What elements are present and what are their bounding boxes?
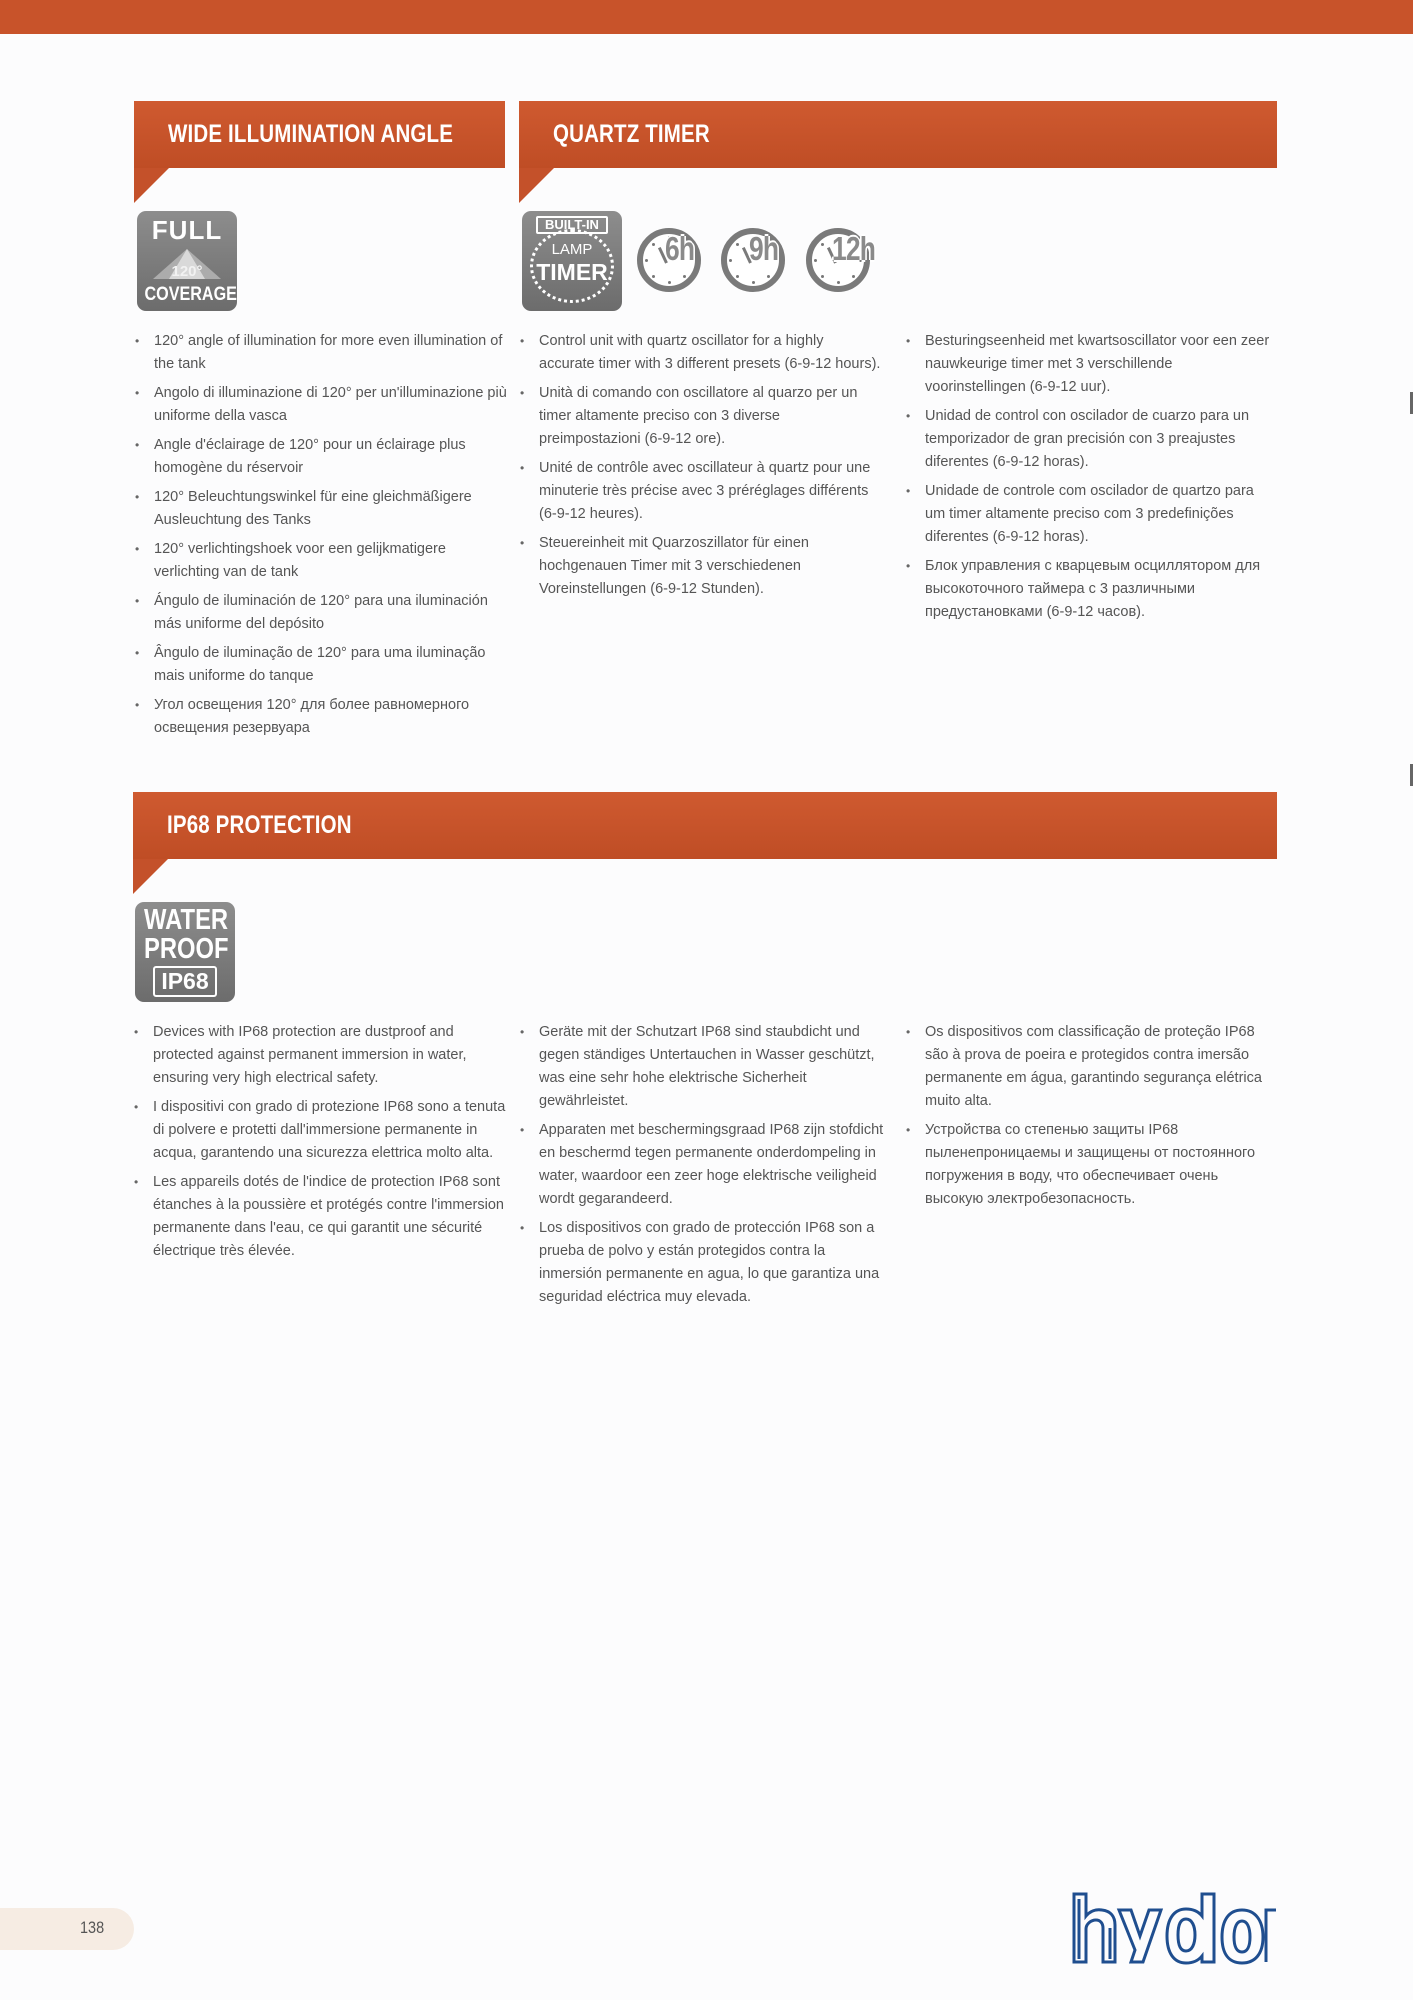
logo-text: hydor (1070, 1890, 1073, 1891)
page-number-pill (0, 1908, 134, 1950)
section-header-protection (133, 792, 1277, 859)
badge-line-3: TIMER (536, 259, 608, 285)
list-item: • I dispositivi con grado di protezione IP68 sono a tenuta di polvere e protetti dall'immersione permanente in acqua, garantendo una sicurezza elettrica molto alta. (133, 1096, 506, 1165)
list-item: • Angle d'éclairage de 120° pour un éclairage plus homogène du réservoir (134, 434, 509, 480)
section-title: QUARTZ TIMER (553, 120, 710, 148)
badge-line-3: COVERAGE (144, 284, 237, 305)
timer-bullet-list-1 (519, 330, 882, 607)
badge-line-2: PROOF (144, 933, 229, 965)
list-item: • Unità di comando con oscillatore al quarzo per un timer altamente preciso con 3 diverse preimpostazioni (6-9-12 ore). (519, 382, 882, 451)
list-item: • Apparaten met beschermingsgraad IP68 zijn stofdicht en beschermd tegen permanente onderdompeling in water, waardoor een zeer hoge elektrische veiligheid wordt gegarandeerd. (519, 1119, 891, 1211)
badge-line-1: FULL (151, 215, 223, 245)
timer-bullet-list-2 (905, 330, 1277, 630)
lamp-timer-badge-icon (522, 211, 622, 311)
clock-9h-icon (721, 228, 785, 292)
page-number: 138 (80, 1918, 105, 1937)
protection-bullet-list-3 (905, 1021, 1277, 1217)
section-title: IP68 PROTECTION (167, 811, 352, 839)
list-item: • Устройства со степенью защиты IP68 пыленепроницаемы и защищены от постоянного погружения в воду, что обеспечивает очень высокую электробезопасность. (905, 1119, 1277, 1211)
badge-line-2: 120° (171, 263, 203, 280)
full-coverage-badge-icon (137, 211, 237, 311)
list-item: • Ângulo de iluminação de 120° para uma iluminação mais uniforme do tanque (134, 642, 509, 688)
badge-line-1: WATER (144, 904, 229, 936)
list-item: • 120° Beleuchtungswinkel für eine gleichmäßigere Ausleuchtung des Tanks (134, 486, 509, 532)
header-tail (133, 859, 168, 894)
clock-6h-icon (637, 228, 701, 292)
badge-line-1: BUILT-IN (536, 216, 608, 234)
list-item: • Besturingseenheid met kwartsoscillator voor een zeer nauwkeurige timer met 3 verschillende voorinstellingen (6-9-12 uur). (905, 330, 1277, 399)
list-item: • Unidad de control con oscilador de cuarzo para un temporizador de gran precisión con 3 preajustes diferentes (6-9-12 horas). (905, 405, 1277, 474)
badge-line-3: IP68 (153, 966, 217, 997)
clock-label: 9h (749, 230, 779, 267)
list-item: • Блок управления с кварцевым осциллятором для высокоточного таймера с 3 различными предустановками (6-9-12 часов). (905, 555, 1277, 624)
waterproof-ip68-badge-icon (135, 902, 235, 1002)
list-item: • Os dispositivos com classificação de proteção IP68 são à prova de poeira e protegidos contra imersão permanente em água, garantindo segurança elétrica muito alta. (905, 1021, 1277, 1113)
protection-bullet-list-1 (133, 1021, 506, 1269)
top-accent-bar (0, 0, 1413, 34)
list-item: • Ángulo de iluminación de 120° para una iluminación más uniforme del depósito (134, 590, 509, 636)
list-item: • Los dispositivos con grado de protección IP68 son a prueba de polvo y están protegidos contra la inmersión permanente en agua, lo que garantiza una seguridad eléctrica muy elevada. (519, 1217, 891, 1309)
list-item: • Les appareils dotés de l'indice de protection IP68 sont étanches à la poussière et protégés contre l'immersion permanente dans l'eau, ce qui garantit une sécurité électrique très élevée. (133, 1171, 506, 1263)
header-tail (519, 168, 554, 203)
list-item: • Devices with IP68 protection are dustproof and protected against permanent immersion in water, ensuring very high electrical safety. (133, 1021, 506, 1090)
clock-label: 12h (832, 230, 876, 267)
list-item: • 120° angle of illumination for more even illumination of the tank (134, 330, 509, 376)
list-item: • Control unit with quartz oscillator for a highly accurate timer with 3 different presets (6-9-12 hours). (519, 330, 882, 376)
section-header-illumination (134, 101, 505, 168)
clock-12h-icon (806, 228, 876, 292)
list-item: • Unidade de controle com oscilador de quartzo para um timer altamente preciso com 3 predefinições diferentes (6-9-12 horas). (905, 480, 1277, 549)
section-header-timer (519, 101, 1277, 168)
list-item: • Geräte mit der Schutzart IP68 sind staubdicht und gegen ständiges Untertauchen in Wasser geschützt, was eine sehr hohe elektrische Sicherheit gewährleistet. (519, 1021, 891, 1113)
header-tail (134, 168, 169, 203)
list-item: • Angolo di illuminazione di 120° per un'illuminazione più uniforme della vasca (134, 382, 509, 428)
hydor-logo-icon (1070, 1890, 1278, 1966)
list-item: • Угол освещения 120° для более равномерного освещения резервуара (134, 694, 509, 740)
list-item: • 120° verlichtingshoek voor een gelijkmatigere verlichting van de tank (134, 538, 509, 584)
clock-label: 6h (665, 230, 695, 267)
section-title: WIDE ILLUMINATION ANGLE (168, 120, 454, 148)
badge-line-2: LAMP (551, 241, 593, 258)
illumination-bullet-list (134, 330, 509, 746)
list-item: • Steuereinheit mit Quarzoszillator für einen hochgenauen Timer mit 3 verschiedenen Voreinstellungen (6-9-12 Stunden). (519, 532, 882, 601)
protection-bullet-list-2 (519, 1021, 891, 1315)
list-item: • Unité de contrôle avec oscillateur à quartz pour une minuterie très précise avec 3 préréglages différents (6-9-12 heures). (519, 457, 882, 526)
